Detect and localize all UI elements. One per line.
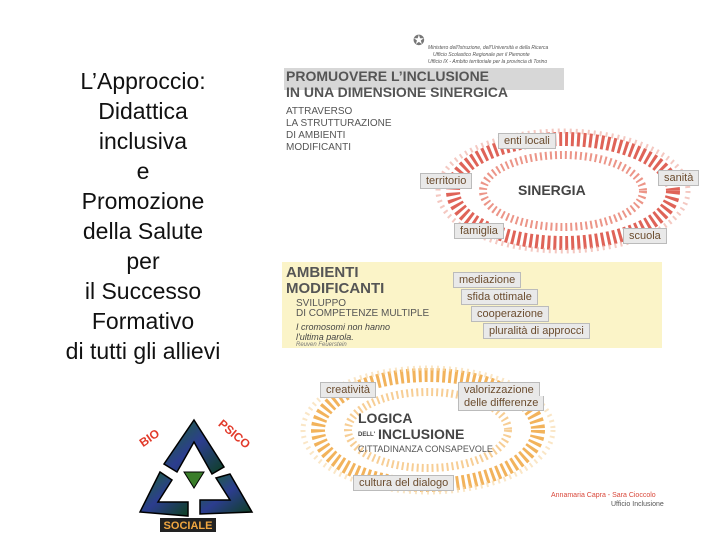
title-line: per	[126, 248, 160, 274]
tag-scuola: scuola	[623, 228, 667, 244]
sociale-label: SOCIALE	[163, 520, 213, 532]
bio-psico-sociale-logo	[132, 412, 257, 534]
quote-text: I cromosomi non hanno	[296, 322, 391, 332]
tag-sfida-ottimale: sfida ottimale	[461, 289, 538, 305]
ministry-line: Ufficio Scolastico Regionale per il Piemonte	[433, 52, 530, 58]
credits-office: Ufficio Inclusione	[611, 501, 664, 508]
credits-authors: Annamaria Capra - Sara Cioccolo	[551, 492, 656, 499]
title-line: di tutti gli allievi	[65, 338, 221, 364]
title-line: e	[136, 158, 150, 184]
emblem-icon: ✪	[413, 32, 425, 48]
title-line: il Successo	[84, 278, 202, 304]
bio-label: BIO	[136, 426, 163, 450]
ambienti-subtitle: DI COMPETENZE MULTIPLE	[296, 308, 430, 319]
sinergia-subtitle: DI AMBIENTI	[286, 130, 346, 141]
sinergia-title: PROMUOVERE L’INCLUSIONE	[286, 68, 490, 84]
ambienti-title: MODIFICANTI	[286, 280, 385, 297]
sinergia-subtitle: MODIFICANTI	[286, 142, 351, 153]
title-line: inclusiva	[98, 128, 188, 154]
tag-sanita: sanità	[658, 170, 699, 186]
tag-famiglia: famiglia	[454, 223, 504, 239]
title-line: Formativo	[91, 308, 195, 334]
tag-territorio: territorio	[420, 173, 472, 189]
quote-author: Reuven Feuerstein	[296, 342, 347, 348]
title-line: Promozione	[81, 188, 205, 214]
tag-delle-differenze: delle differenze	[458, 396, 544, 411]
logica-subtitle: CITTADINANZA CONSAPEVOLE	[358, 444, 493, 454]
tag-valorizzazione: valorizzazione	[458, 382, 540, 397]
psico-label: PSICO	[215, 416, 254, 452]
sinergia-subtitle: ATTRAVERSO	[286, 106, 353, 117]
ambienti-subtitle: SVILUPPO	[296, 298, 347, 309]
tag-enti-locali: enti locali	[498, 133, 556, 149]
tag-pluralita-di-approcci: pluralità di approcci	[483, 323, 590, 339]
logica-title-prefix: DELL'	[358, 432, 376, 438]
tag-creativita: creatività	[320, 382, 376, 398]
quote-text: l'ultima parola.	[296, 332, 354, 342]
logica-title: INCLUSIONE	[378, 426, 465, 442]
sinergia-title: IN UNA DIMENSIONE SINERGICA	[286, 84, 508, 100]
slide-title	[18, 66, 268, 366]
sinergia-center-label: SINERGIA	[518, 182, 586, 198]
ministry-line: Ufficio IX - Ambito territoriale per la provincia di Torino	[428, 59, 548, 65]
title-line: Didattica	[98, 98, 188, 124]
recycle-icon	[132, 412, 257, 534]
title-line: L’Approccio:	[80, 68, 206, 94]
tag-cooperazione: cooperazione	[471, 306, 549, 322]
sinergia-subtitle: LA STRUTTURAZIONE	[286, 118, 392, 129]
inclusion-infographic	[278, 30, 718, 520]
tag-mediazione: mediazione	[453, 272, 521, 288]
title-line: della Salute	[82, 218, 204, 244]
ambienti-title: AMBIENTI	[286, 264, 359, 281]
ministry-line: Ministero dell'Istruzione, dell'Università e della Ricerca	[428, 45, 549, 51]
tag-cultura-del-dialogo: cultura del dialogo	[353, 475, 454, 491]
logica-title: LOGICA	[358, 410, 413, 426]
